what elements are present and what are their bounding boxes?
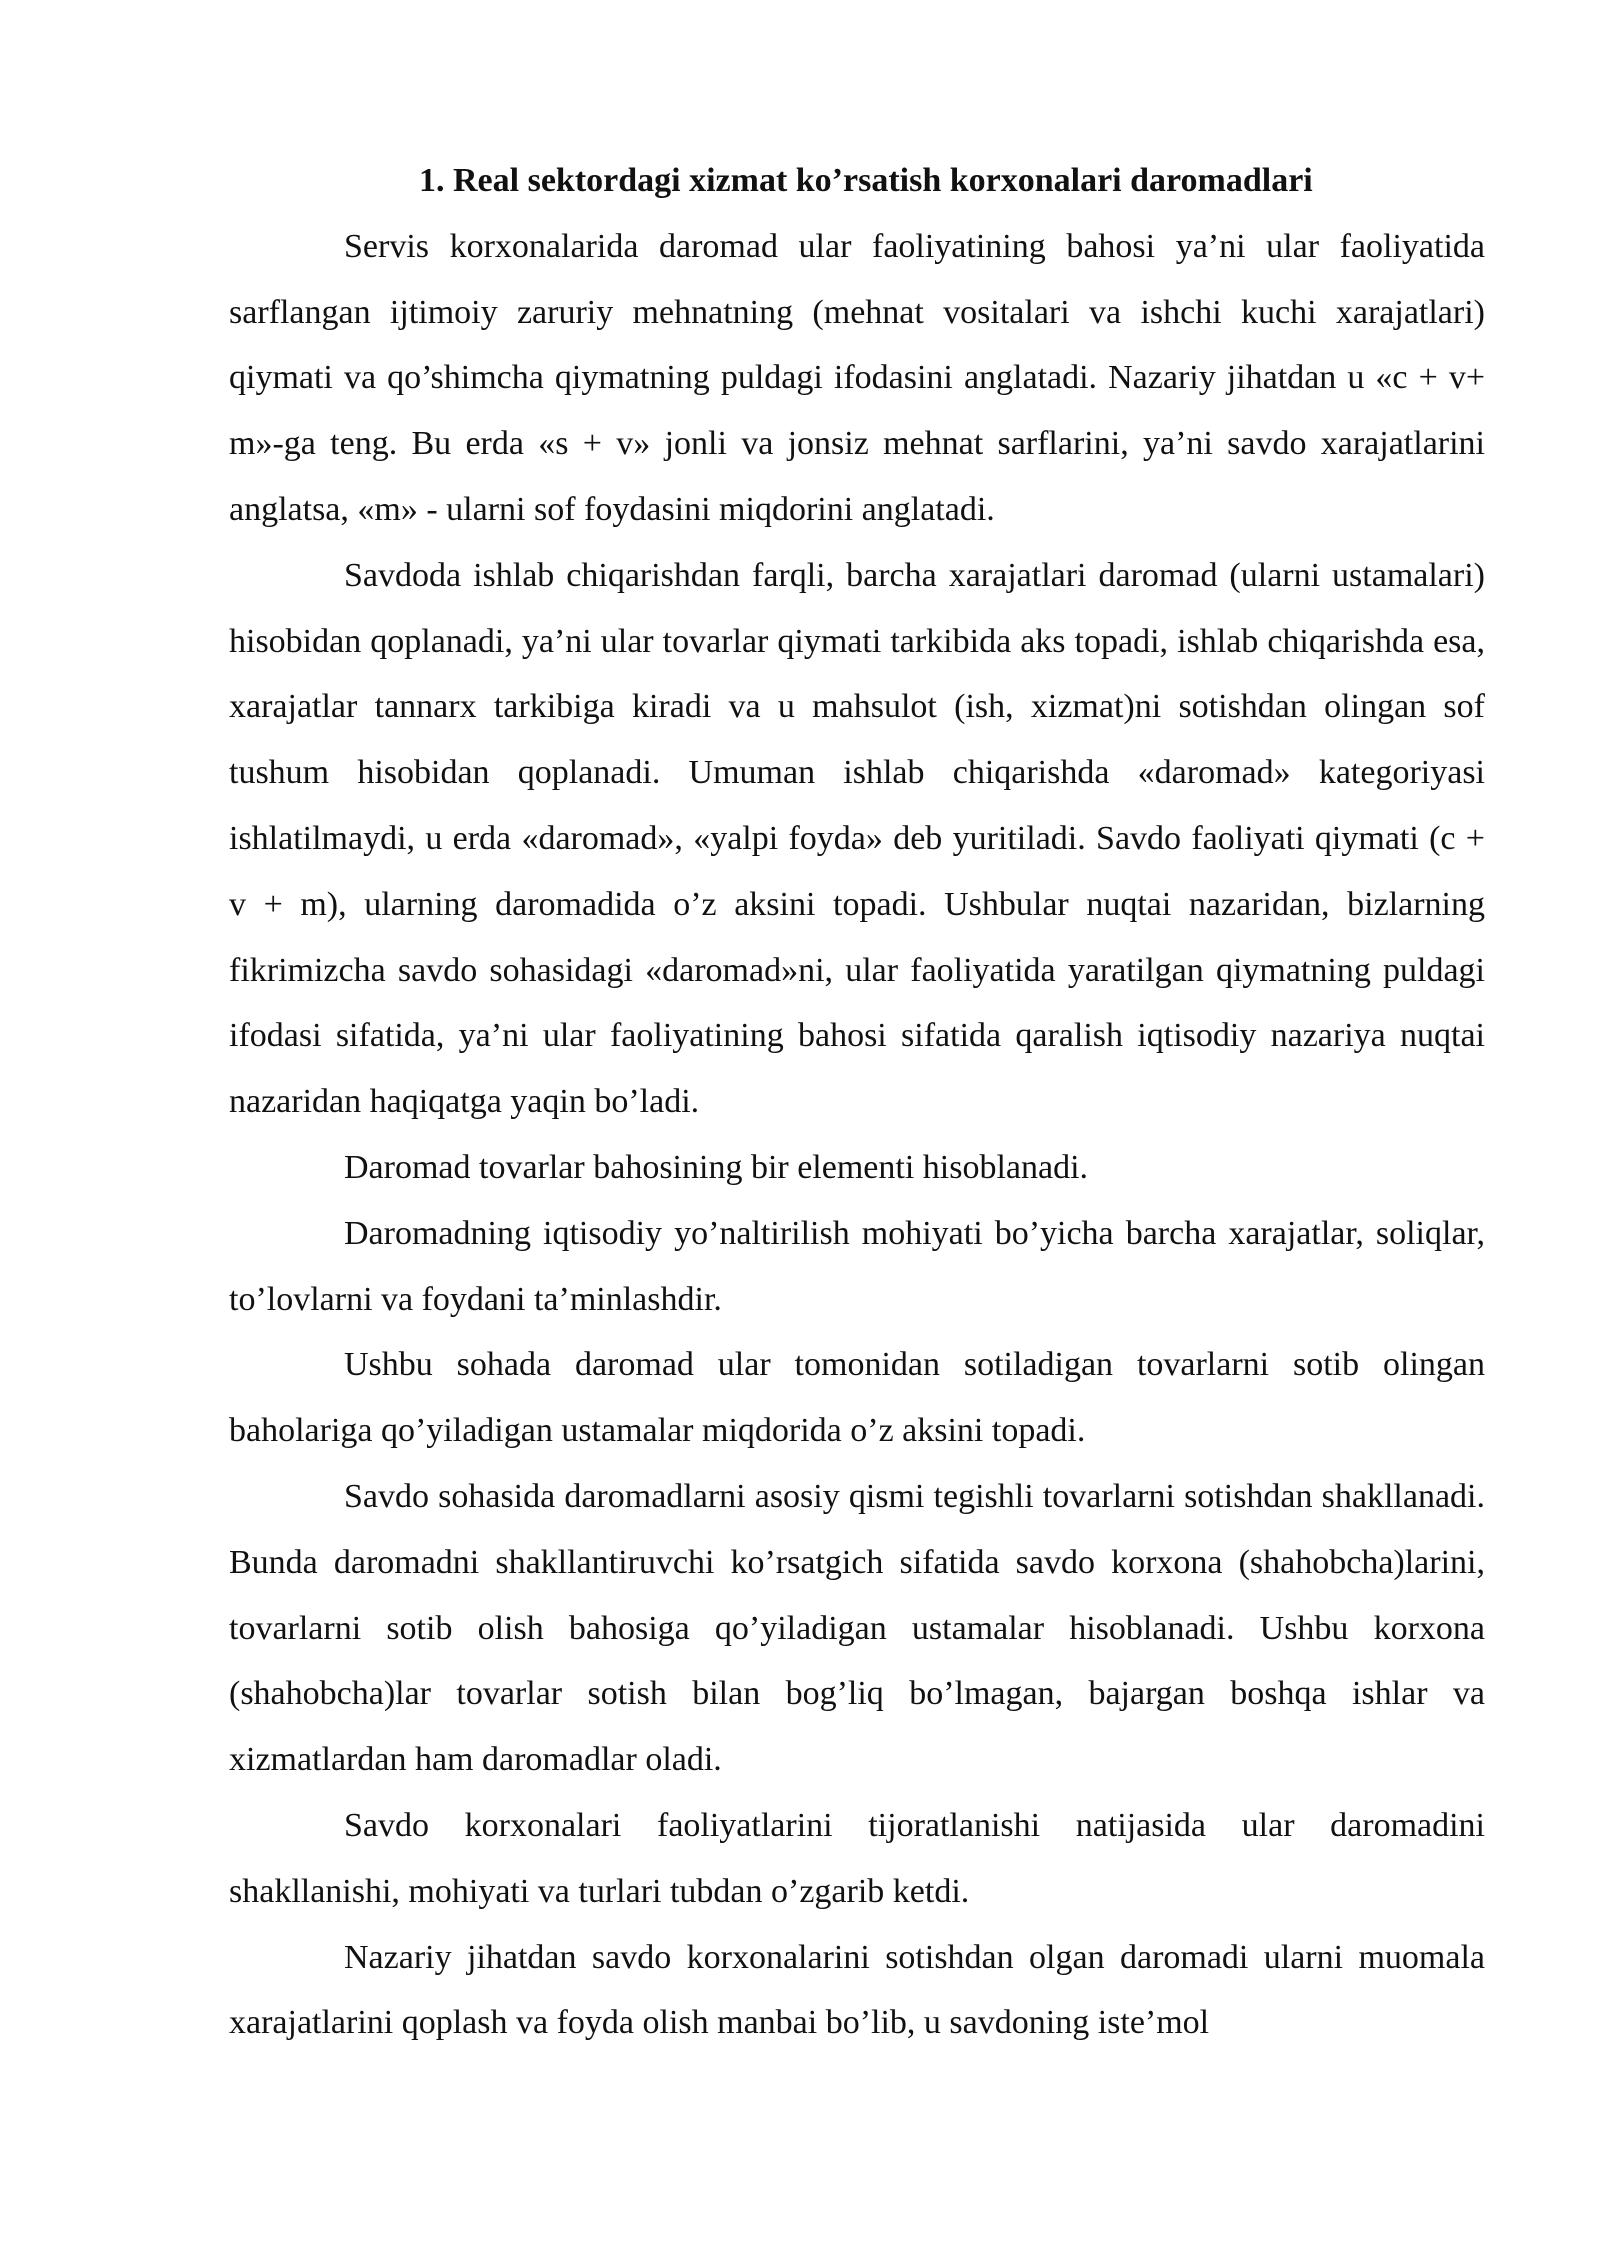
section-heading: 1. Real sektordagi xizmat ko’rsatish korxonalari daromadlari: [419, 162, 1313, 199]
paragraph: Savdoda ishlab chiqarishdan farqli, barcha xarajatlari daromad (ularni ustamalari) hisobidan qoplanadi, ya’ni ular tovarlar qiymati tarkibida aks topadi, ishlab chiqarishda esa, xarajatlar tannarx tarkibiga kiradi va u mahsulot (ish, xizmat)ni sotishdan olingan sof tushum hisobidan qoplanadi. Umuman ishlab chiqarishda «daromad» kategoriyasi ishlatilmaydi, u erda «daromad», «yalpi foyda» deb yuritiladi. Savdo faoliyati qiymati (c + v + m), ularning daromadida o’z aksini topadi. Ushbular nuqtai nazaridan, bizlarning fikrimizcha savdo sohasidagi «daromad»ni, ular faoliyatida yaratilgan qiymatning puldagi ifodasi sifatida, ya’ni ular faoliyatining bahosi sifatida qaralish iqtisodiy nazariya nuqtai nazaridan haqiqatga yaqin bo’ladi.: [229, 556, 1485, 1121]
paragraph: Savdo sohasida daromadlarni asosiy qismi tegishli tovarlarni sotishdan shakllanadi. Bunda daromadni shakllantiruvchi ko’rsatgich sifatida savdo korxona (shahobcha)larini, tovarlarni sotib olish bahosiga qo’yiladigan ustamalar hisoblanadi. Ushbu korxona (shahobcha)lar tovarlar sotish bilan bog’liq bo’lmagan, bajargan boshqa ishlar va xizmatlardan ham daromadlar oladi.: [229, 1477, 1485, 1779]
paragraph: Ushbu sohada daromad ular tomonidan sotiladigan tovarlarni sotib olingan baholariga qo’yiladigan ustamalar miqdorida o’z aksini topadi.: [229, 1346, 1485, 1450]
document-page: [229, 148, 1485, 2056]
paragraph: Daromad tovarlar bahosining bir elementi hisoblanadi.: [344, 1148, 1089, 1186]
paragraph: Servis korxonalarida daromad ular faoliyatining bahosi ya’ni ular faoliyatida sarflangan ijtimoiy zaruriy mehnatning (mehnat vositalari va ishchi kuchi xarajatlari) qiymati va qo’shimcha qiymatning puldagi ifodasini anglatadi. Nazariy jihatdan u «c + v+ m»-ga teng. Bu erda «s + v» jonli va jonsiz mehnat sarflarini, ya’ni savdo xarajatlarini anglatsa, «m» - ularni sof foydasini miqdorini anglatadi.: [229, 227, 1485, 528]
paragraph: Nazariy jihatdan savdo korxonalarini sotishdan olgan daromadi ularni muomala xarajatlarini qoplash va foyda olish manbai bo’lib, u savdoning iste’mol: [229, 1938, 1485, 2042]
paragraph: Daromadning iqtisodiy yo’naltirilish mohiyati bo’yicha barcha xarajatlar, soliqlar, to’lovlarni va foydani ta’minlashdir.: [229, 1214, 1485, 1318]
paragraph: Savdo korxonalari faoliyatlarini tijoratlanishi natijasida ular daromadini shakllanishi, mohiyati va turlari tubdan o’zgarib ketdi.: [229, 1806, 1485, 1910]
